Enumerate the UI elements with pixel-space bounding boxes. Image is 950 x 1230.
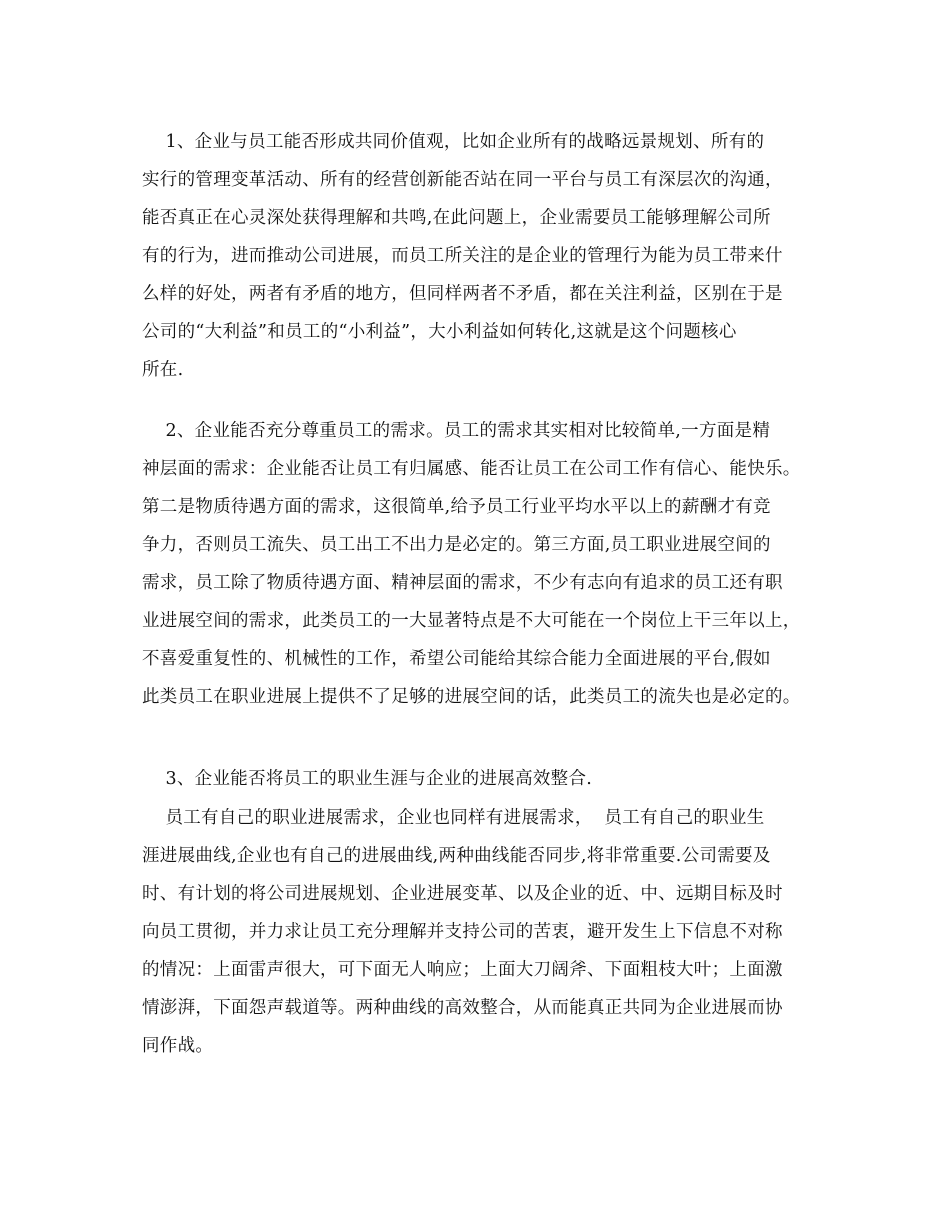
paragraph-1-line-1: 1、企业与员工能否形成共同价值观，比如企业所有的战略远景规划、所有的 bbox=[142, 132, 765, 152]
paragraph-4-line-5: 的情况：上面雷声很大，可下面无人响应；上面大刀阔斧、下面粗枝大叶；上面激 bbox=[142, 960, 783, 980]
paragraph-3-line-1: 3、企业能否将员工的职业生涯与企业的进展高效整合. bbox=[142, 769, 593, 789]
paragraph-2-line-3: 第二是物质待遇方面的需求，这很简单,给予员工行业平均水平以上的薪酬才有竞 bbox=[142, 497, 771, 517]
paragraph-1-line-2: 实行的管理变革活动、所有的经营创新能否站在同一平台与员工有深层次的沟通， bbox=[142, 170, 783, 190]
paragraph-2-line-5: 需求，员工除了物质待遇方面、精神层面的需求，不少有志向有追求的员工还有职 bbox=[142, 573, 783, 593]
paragraph-4-line-4: 向员工贯彻，并力求让员工充分理解并支持公司的苦衷，避开发生上下信息不对称 bbox=[142, 922, 783, 942]
paragraph-1-line-7: 所在. bbox=[142, 360, 184, 380]
paragraph-2-line-2: 神层面的需求：企业能否让员工有归属感、能否让员工在公司工作有信心、能快乐。 bbox=[142, 459, 801, 479]
paragraph-4-line-3: 时、有计划的将公司进展规划、企业进展变革、以及企业的近、中、远期目标及时 bbox=[142, 884, 783, 904]
paragraph-1-line-4: 有的行为，进而推动公司进展，而员工所关注的是企业的管理行为能为员工带来什 bbox=[142, 246, 783, 266]
paragraph-4-line-6: 情澎湃，下面怨声载道等。两种曲线的高效整合，从而能真正共同为企业进展而协 bbox=[142, 998, 783, 1018]
paragraph-4-line-1: 员工有自己的职业进展需求，企业也同样有进展需求， 员工有自己的职业生 bbox=[142, 808, 765, 828]
paragraph-1-line-5: 么样的好处，两者有矛盾的地方，但同样两者不矛盾，都在关注利益，区别在于是 bbox=[142, 284, 783, 304]
paragraph-2-line-1: 2、企业能否充分尊重员工的需求。员工的需求其实相对比较简单,一方面是精 bbox=[142, 421, 771, 441]
paragraph-1-line-6: 公司的“大利益”和员工的“小利益”，大小利益如何转化,这就是这个问题核心 bbox=[142, 322, 737, 342]
paragraph-2-line-7: 不喜爱重复性的、机械性的工作，希望公司能给其综合能力全面进展的平台,假如 bbox=[142, 649, 771, 669]
paragraph-2-line-6: 业进展空间的需求，此类员工的一大显著特点是不大可能在一个岗位上干三年以上， bbox=[142, 611, 801, 631]
paragraph-1-line-3: 能否真正在心灵深处获得理解和共鸣,在此问题上，企业需要员工能够理解公司所 bbox=[142, 208, 771, 228]
paragraph-4-line-2: 涯进展曲线,企业也有自己的进展曲线,两种曲线能否同步,将非常重要.公司需要及 bbox=[142, 846, 771, 866]
paragraph-4-line-7: 同作战。 bbox=[142, 1036, 214, 1056]
paragraph-2-line-8: 此类员工在职业进展上提供不了足够的进展空间的话，此类员工的流失也是必定的。 bbox=[142, 687, 801, 707]
paragraph-2-line-4: 争力，否则员工流失、员工出工不出力是必定的。第三方面,员工职业进展空间的 bbox=[142, 535, 771, 555]
